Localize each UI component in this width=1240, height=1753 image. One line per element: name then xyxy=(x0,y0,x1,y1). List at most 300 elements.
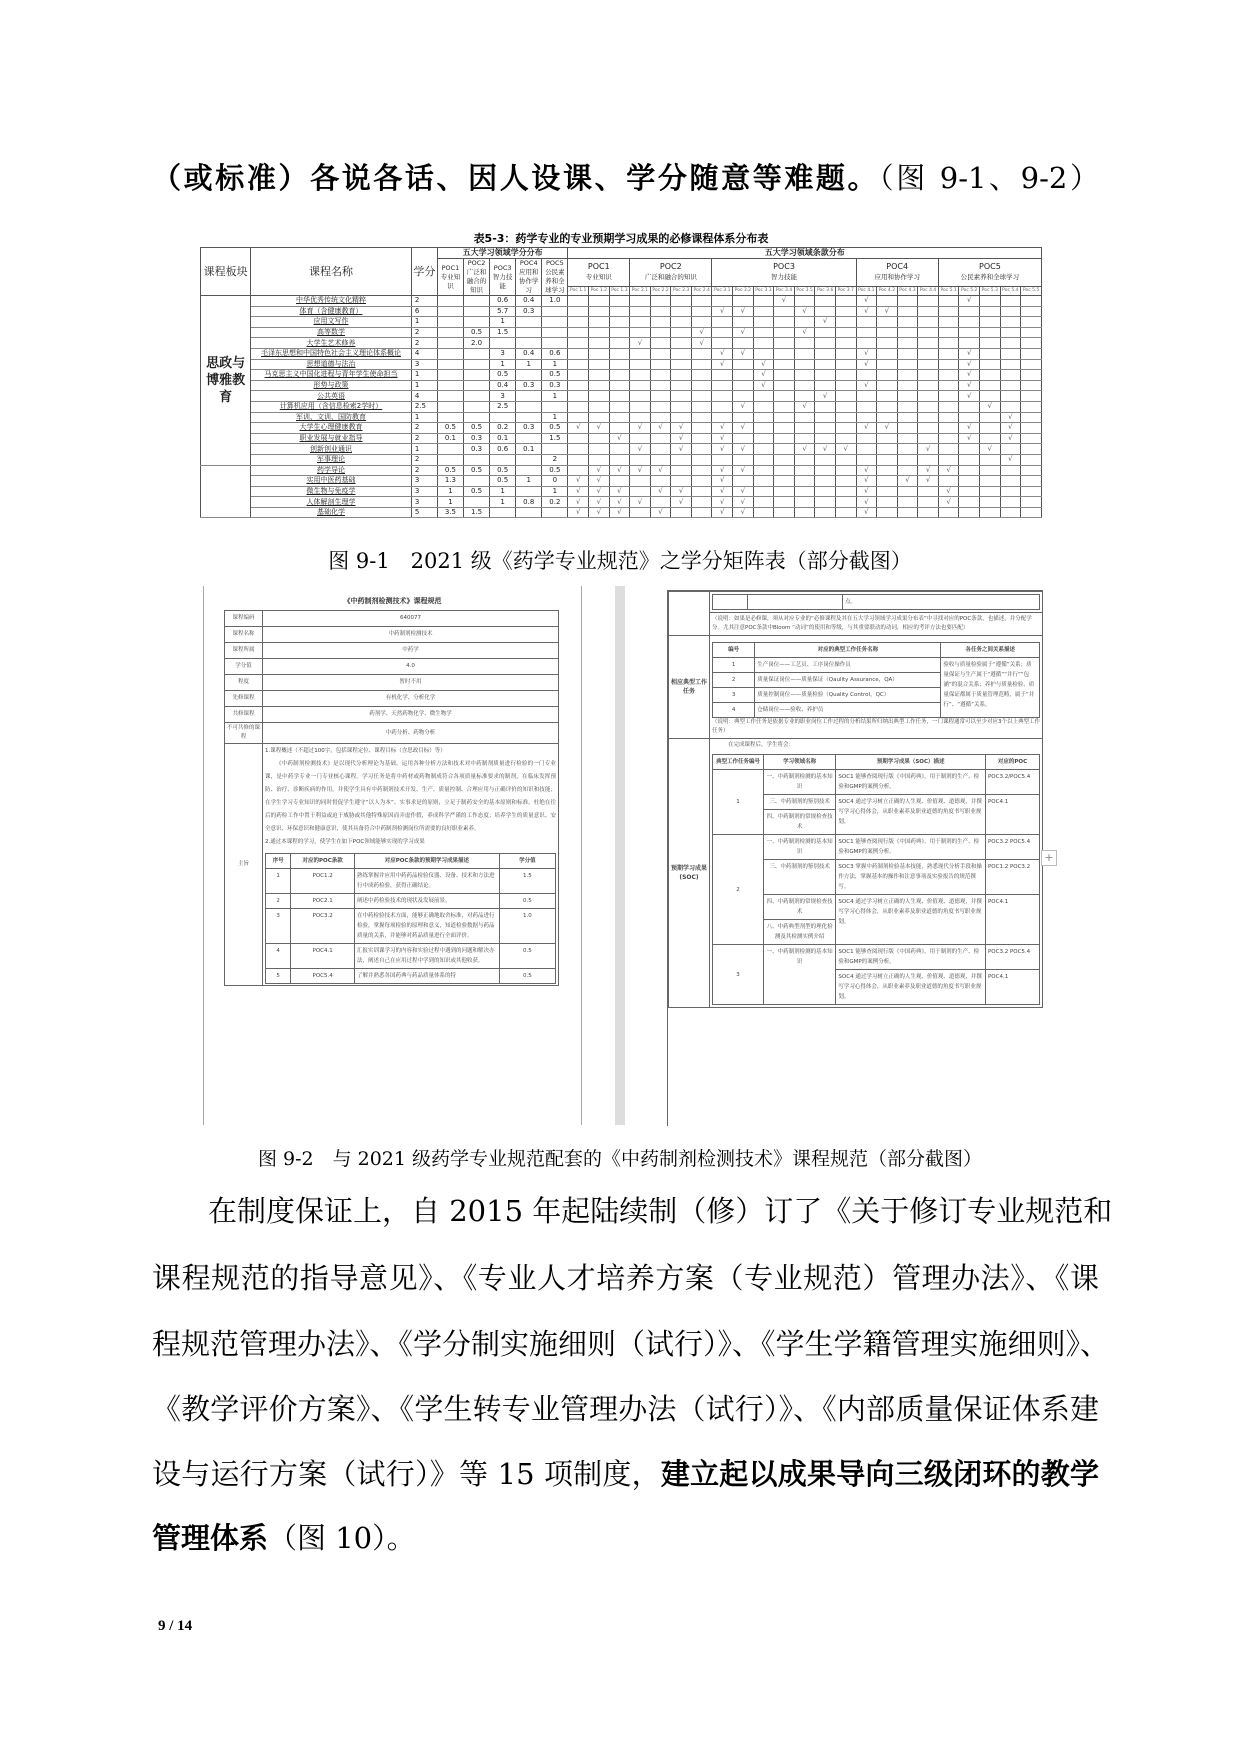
poc-check-cell xyxy=(959,401,980,412)
course-credit: 2 xyxy=(411,433,437,444)
header-poc-item: Poc 4.2 xyxy=(877,286,898,295)
poc-check-cell xyxy=(815,423,836,434)
poc-check-cell: √ xyxy=(938,465,959,476)
poc-check-cell xyxy=(815,486,836,497)
poc-check-cell xyxy=(753,348,774,359)
course-spec-title: 《中药制剂检测技术》课程规范 xyxy=(343,597,442,605)
poc-check-cell xyxy=(630,380,651,391)
poc-check-cell xyxy=(1000,486,1021,497)
course-name: 创新创业通识 xyxy=(251,444,412,455)
expand-icon[interactable]: + xyxy=(1041,850,1057,866)
poc-check-cell xyxy=(938,317,959,328)
poc-check-cell: √ xyxy=(671,423,692,434)
poc-check-cell xyxy=(856,444,877,455)
soc-header-row xyxy=(713,755,1040,770)
header-poc-item: Poc 3.1 xyxy=(712,286,733,295)
spec-key: 先修课程 xyxy=(225,691,263,707)
course-name: 军事理论 xyxy=(251,454,412,465)
poc-check-cell xyxy=(589,391,610,402)
soc-poc: POC4.1 xyxy=(985,970,1039,1005)
poc-check-cell xyxy=(568,338,589,349)
poc-check-cell xyxy=(630,486,651,497)
poc-check-cell xyxy=(671,507,692,518)
poc-check-cell xyxy=(1000,401,1021,412)
header-poc-item: Poc 3.2 xyxy=(733,286,754,295)
poc-check-cell xyxy=(918,391,939,402)
spec-row xyxy=(225,707,559,723)
poc-credit-cell: 3 xyxy=(490,391,516,402)
poc-check-cell xyxy=(589,433,610,444)
course-credit: 3 xyxy=(411,497,437,508)
poc-check-cell xyxy=(630,359,651,370)
poc-credit-cell xyxy=(542,338,568,349)
poc-check-cell xyxy=(1000,296,1021,307)
poc-check-cell xyxy=(609,359,630,370)
poc-check-cell: √ xyxy=(630,465,651,476)
poc-check-cell xyxy=(671,338,692,349)
poc-check-cell xyxy=(774,401,795,412)
poc-check-cell xyxy=(774,423,795,434)
poc-check-cell xyxy=(1021,401,1042,412)
course-name: 思想道德与法治 xyxy=(251,359,412,370)
poc-credit-cell xyxy=(437,380,463,391)
poc-check-cell xyxy=(733,433,754,444)
spec-row xyxy=(225,723,559,744)
soc-desc: SOC1 能够查阅现行版《中国药典》，用于制剂的生产、检验和GMP的案例分析。 xyxy=(836,835,986,860)
soc-desc: SOC4 通过学习树立正确的人生观、价值观、道德观，并撰写学习心得体会，从职业素养及职业道德的角度书写职业规划。 xyxy=(836,895,986,945)
poc-check-cell xyxy=(959,486,980,497)
poc-check-cell xyxy=(815,380,836,391)
paragraph-emphasis: 建立起以成果导向三级闭环的教学 xyxy=(660,1457,1099,1491)
poc-credit-cell xyxy=(437,296,463,307)
poc-check-cell xyxy=(1021,338,1042,349)
table-row xyxy=(201,423,1042,434)
poc-credit-cell: 0 xyxy=(542,476,568,487)
outcome-row xyxy=(266,969,556,984)
poc-check-cell xyxy=(980,423,1001,434)
poc-check-cell xyxy=(959,306,980,317)
course-credit: 6 xyxy=(411,306,437,317)
soc-desc: SOC1 能够查阅现行版《中国药典》，用于制剂的生产、检验和GMP的案例分析。 xyxy=(836,770,986,795)
poc-credit-cell: 0.5 xyxy=(542,370,568,381)
poc-credit-cell: 0.5 xyxy=(464,423,490,434)
poc-check-cell xyxy=(815,497,836,508)
header-poc-item: Poc 2.4 xyxy=(691,286,712,295)
header-poc-item: Poc 3.3 xyxy=(753,286,774,295)
poc-check-cell: √ xyxy=(959,359,980,370)
outcome-poc: POC2.1 xyxy=(291,894,355,909)
poc-check-cell: √ xyxy=(568,476,589,487)
poc-check-cell xyxy=(671,317,692,328)
poc-credit-cell: 0.3 xyxy=(516,380,542,391)
poc-check-cell xyxy=(774,507,795,518)
poc-check-cell xyxy=(980,370,1001,381)
poc-group-subtitle: 广泛和融合的知识 xyxy=(644,273,697,282)
outcome-credit: 1.0 xyxy=(499,909,555,944)
poc-check-cell xyxy=(630,412,651,423)
poc-check-cell xyxy=(980,454,1001,465)
poc-check-cell xyxy=(671,359,692,370)
poc-check-cell xyxy=(856,401,877,412)
poc-credit-cell xyxy=(437,348,463,359)
poc-check-cell xyxy=(774,317,795,328)
poc-credit-cell xyxy=(437,401,463,412)
poc-check-cell xyxy=(877,348,898,359)
poc-check-cell xyxy=(815,465,836,476)
soc-intro: 在完成课程后，学生将会： xyxy=(728,742,795,748)
poc-check-cell xyxy=(897,391,918,402)
poc-check-cell xyxy=(753,497,774,508)
poc-check-cell xyxy=(691,497,712,508)
poc-check-cell xyxy=(630,391,651,402)
poc-check-cell xyxy=(1000,507,1021,518)
task-row xyxy=(713,658,1040,673)
spec-row xyxy=(225,675,559,691)
poc-check-cell xyxy=(589,338,610,349)
poc-check-cell xyxy=(568,327,589,338)
poc-check-cell xyxy=(589,296,610,307)
soc-header: 学习领域名称 xyxy=(763,755,836,770)
table-row xyxy=(201,465,1042,476)
table-row xyxy=(201,497,1042,508)
note-tasks: （说明：典型工作任务是依据专业的职业岗位工作过程的分析结果所归纳出典型工作任务，一门课程通常可以至少对应3个以上典型工作任务） xyxy=(712,719,1041,734)
poc-check-cell: √ xyxy=(959,348,980,359)
paragraph-line-5-text: 设与运行方案（试行）》等 15 项制度， xyxy=(152,1457,661,1491)
figure-9-2-caption: 图 9-2 与 2021 级药学专业规范配套的《中药制剂检测技术》课程规范（部分截图） xyxy=(257,1148,983,1170)
poc-check-cell xyxy=(1000,444,1021,455)
poc-check-cell xyxy=(609,317,630,328)
poc-check-cell xyxy=(959,465,980,476)
poc-check-cell xyxy=(794,391,815,402)
course-credit: 3 xyxy=(411,476,437,487)
poc-check-cell xyxy=(835,370,856,381)
outcome-row xyxy=(266,894,556,909)
poc-credit-cell xyxy=(437,327,463,338)
poc-check-cell xyxy=(774,327,795,338)
poc-check-cell xyxy=(918,296,939,307)
spec-key: 课程编码 xyxy=(225,611,263,627)
header-poc-credit: POC4 应用和协作学习 xyxy=(516,259,542,296)
poc-check-cell xyxy=(897,423,918,434)
soc-header: 预期学习成果（SOC）描述 xyxy=(836,755,986,770)
poc-check-cell xyxy=(650,306,671,317)
poc-check-cell xyxy=(980,380,1001,391)
poc-credit-cell xyxy=(464,296,490,307)
table-row xyxy=(201,359,1042,370)
poc-check-cell xyxy=(959,412,980,423)
poc-check-cell xyxy=(630,327,651,338)
poc-check-cell xyxy=(980,348,1001,359)
poc-credit-cell: 1 xyxy=(542,359,568,370)
poc-check-cell xyxy=(835,465,856,476)
poc-credit-cell: 1 xyxy=(437,497,463,508)
poc-check-cell xyxy=(589,454,610,465)
header-row xyxy=(201,248,1042,259)
poc-check-cell xyxy=(980,327,1001,338)
poc-check-cell xyxy=(938,380,959,391)
poc-check-cell: √ xyxy=(856,380,877,391)
poc-check-cell: √ xyxy=(609,507,630,518)
poc-check-cell xyxy=(753,327,774,338)
header-clause-distribution: 五大学习领域条款分布 xyxy=(568,248,1042,259)
poc-check-cell xyxy=(918,486,939,497)
poc-check-cell xyxy=(877,444,898,455)
poc-check-cell xyxy=(589,348,610,359)
outcome-poc: POC4.1 xyxy=(291,944,355,969)
poc-check-cell xyxy=(774,306,795,317)
poc-check-cell xyxy=(712,454,733,465)
poc-check-cell: √ xyxy=(691,338,712,349)
poc-check-cell xyxy=(589,327,610,338)
figure-9-1-caption: 图 9-1 2021 级《药学专业规范》之学分矩阵表（部分截图） xyxy=(328,549,912,573)
course-spec-table xyxy=(224,610,559,986)
course-block-label: 思政与博雅教育 xyxy=(201,296,251,466)
paragraph-figure-ref: （图 10）。 xyxy=(268,1521,416,1555)
poc-check-cell xyxy=(691,348,712,359)
course-name: 计算机应用（含信息检索2学时） xyxy=(251,401,412,412)
poc-check-cell: √ xyxy=(897,476,918,487)
soc-row xyxy=(713,770,1040,795)
poc-check-cell xyxy=(835,348,856,359)
poc-check-cell xyxy=(815,507,836,518)
poc-credit-cell xyxy=(437,306,463,317)
task-no: 2 xyxy=(713,673,755,688)
poc-check-cell xyxy=(1021,370,1042,381)
poc-check-cell: √ xyxy=(856,497,877,508)
poc-check-cell: √ xyxy=(609,497,630,508)
poc-check-cell: √ xyxy=(794,306,815,317)
poc-check-cell xyxy=(877,380,898,391)
poc-check-cell xyxy=(856,370,877,381)
poc-check-cell xyxy=(794,497,815,508)
table-row xyxy=(201,380,1042,391)
poc-check-cell xyxy=(671,348,692,359)
poc-check-cell xyxy=(938,370,959,381)
poc-check-cell xyxy=(877,401,898,412)
poc-credit-cell xyxy=(516,327,542,338)
poc-check-cell xyxy=(835,317,856,328)
poc-credit-cell xyxy=(490,338,516,349)
poc-check-cell xyxy=(691,359,712,370)
outcome-header-row xyxy=(266,854,556,869)
poc-check-cell: √ xyxy=(980,401,1001,412)
poc-check-cell xyxy=(1000,391,1021,402)
poc-check-cell: √ xyxy=(589,465,610,476)
poc-check-cell xyxy=(753,423,774,434)
poc-group-subtitle: 公民素养和全球学习 xyxy=(960,273,1020,282)
course-name: 基础化学 xyxy=(251,507,412,518)
poc-check-cell xyxy=(650,359,671,370)
poc-credit-cell xyxy=(464,317,490,328)
poc-check-cell xyxy=(835,507,856,518)
poc-check-cell xyxy=(774,338,795,349)
poc-check-cell xyxy=(609,370,630,381)
poc-check-cell xyxy=(918,317,939,328)
poc-check-cell: √ xyxy=(589,423,610,434)
poc-check-cell xyxy=(897,401,918,412)
poc-check-cell: √ xyxy=(1000,412,1021,423)
poc-check-cell xyxy=(650,401,671,412)
poc-check-cell: √ xyxy=(609,486,630,497)
poc-check-cell xyxy=(1021,391,1042,402)
poc-check-cell xyxy=(774,380,795,391)
poc-credit-cell: 0.3 xyxy=(542,380,568,391)
poc-check-cell xyxy=(609,296,630,307)
poc-check-cell xyxy=(877,359,898,370)
course-credit: 2 xyxy=(411,454,437,465)
poc-check-cell xyxy=(609,476,630,487)
poc-group-subtitle: 专业知识 xyxy=(585,273,612,282)
poc-check-cell xyxy=(1021,296,1042,307)
poc-check-cell: √ xyxy=(877,306,898,317)
poc-check-cell: √ xyxy=(815,317,836,328)
outcome-row xyxy=(266,869,556,894)
task-header-row xyxy=(713,643,1040,658)
poc-check-cell: √ xyxy=(877,423,898,434)
spec-key-purpose: 主旨 xyxy=(225,744,263,986)
poc-credit-cell: 2 xyxy=(542,454,568,465)
course-credit: 2 xyxy=(411,296,437,307)
poc-check-cell xyxy=(630,296,651,307)
poc-group-label: POC3 xyxy=(773,262,795,272)
poc-check-cell xyxy=(630,370,651,381)
header-course-name: 课程名称 xyxy=(251,248,412,296)
poc-check-cell xyxy=(794,423,815,434)
poc-check-cell xyxy=(589,306,610,317)
poc-credit-cell: 0.5 xyxy=(437,423,463,434)
poc-credit-cell: 1 xyxy=(516,359,542,370)
course-name: 形势与政策 xyxy=(251,380,412,391)
poc-check-cell: √ xyxy=(630,423,651,434)
poc-check-cell xyxy=(650,348,671,359)
poc-check-cell xyxy=(753,476,774,487)
poc-check-cell xyxy=(589,444,610,455)
poc-credit-cell xyxy=(516,465,542,476)
header-poc-group xyxy=(568,259,630,287)
course-spec-continued-screenshot xyxy=(667,590,1043,1126)
outcome-credit: 0.5 xyxy=(499,944,555,969)
overview-text: 《中药制剂检测技术》是以现代分析理论为基础，运用各种分析方法和技术对中药制剂质量进行检验的一门专业课，是中药学专业一门专业核心课程。学习任务是将中药材或药物制成符合各项质量标准要求的制剂，在临床发挥预防、治疗、诊断疾病的作用，并使学生具有中药制剂技术开发、生产、质量控制、合理应用与正确评价的知识和技能；在学生学习专业知识的同时督促学生遵守“以人为本”、实事求是的原则，立足于制药安全的基本原则和标准，杜绝在往后的药检工作中置于利益或迫于威胁或其他特殊原因而弄虚作假，养成科学严谨的工作态度；培养学生的质量意识、安全意识、环保意识和健康意识，使其具备符合中药制剂检测岗位所需要的良好职业素养。 xyxy=(265,761,556,832)
poc-check-cell xyxy=(733,370,754,381)
task-no: 4 xyxy=(713,703,755,718)
table-row xyxy=(201,412,1042,423)
poc-credit-cell xyxy=(516,338,542,349)
poc-check-cell xyxy=(835,423,856,434)
poc-check-cell: √ xyxy=(856,486,877,497)
poc-check-cell: √ xyxy=(1000,433,1021,444)
poc-check-cell xyxy=(733,359,754,370)
poc-check-cell xyxy=(959,317,980,328)
soc-task-no: 2 xyxy=(713,835,764,945)
poc-check-cell: √ xyxy=(815,391,836,402)
poc-credit-cell xyxy=(437,444,463,455)
task-name: 生产岗位——工艺员、工序岗位操作员 xyxy=(755,658,941,673)
poc-check-cell xyxy=(568,359,589,370)
table-row xyxy=(201,401,1042,412)
poc-check-cell xyxy=(650,391,671,402)
poc-check-cell xyxy=(835,433,856,444)
poc-check-cell xyxy=(589,370,610,381)
course-credit: 5 xyxy=(411,507,437,518)
course-credit: 2 xyxy=(411,423,437,434)
poc-check-cell xyxy=(980,359,1001,370)
poc-credit-cell: 0.5 xyxy=(464,465,490,476)
poc-group-subtitle: 智力技能 xyxy=(771,273,797,282)
poc-credit-cell xyxy=(542,507,568,518)
poc-check-cell xyxy=(691,391,712,402)
poc-check-cell: √ xyxy=(959,391,980,402)
soc-area: 一、中药制剂检测的基本知识 xyxy=(763,770,836,795)
soc-task-no: 3 xyxy=(713,945,764,1005)
poc-check-cell xyxy=(753,317,774,328)
poc-check-cell xyxy=(630,476,651,487)
table-row xyxy=(201,476,1042,487)
poc-check-cell xyxy=(897,444,918,455)
spec-value: 暂时不用 xyxy=(263,675,559,691)
poc-check-cell xyxy=(691,401,712,412)
poc-credit-cell: 1 xyxy=(490,497,516,508)
poc-check-cell xyxy=(835,296,856,307)
outcome-row xyxy=(266,909,556,944)
poc-check-cell xyxy=(815,348,836,359)
course-name: 大学生心理健康教育 xyxy=(251,423,412,434)
poc-credit-cell xyxy=(542,401,568,412)
poc-check-cell xyxy=(815,454,836,465)
soc-poc: POC3.2 POC5.4 xyxy=(985,835,1039,860)
poc-check-cell xyxy=(1000,380,1021,391)
poc-check-cell xyxy=(774,454,795,465)
course-name: 药学导论 xyxy=(251,465,412,476)
poc-credit-cell: 0.3 xyxy=(464,444,490,455)
intro-line xyxy=(152,160,1099,196)
poc-check-cell xyxy=(630,306,651,317)
poc-credit-cell xyxy=(464,370,490,381)
header-poc-item: Poc 5.2 xyxy=(959,286,980,295)
table-row xyxy=(201,296,1042,307)
poc-check-cell xyxy=(835,412,856,423)
soc-area: 八、中药典型剂型的理化检测及其检测实例介绍 xyxy=(763,920,836,945)
poc-check-cell xyxy=(609,327,630,338)
poc-credit-cell xyxy=(490,507,516,518)
poc-check-cell xyxy=(959,476,980,487)
outcome-no: 4 xyxy=(266,944,291,969)
poc-check-cell xyxy=(918,359,939,370)
header-credit: 学分 xyxy=(411,248,437,296)
poc-check-cell xyxy=(733,380,754,391)
poc-check-cell xyxy=(980,465,1001,476)
poc-check-cell: √ xyxy=(959,296,980,307)
poc-check-cell xyxy=(1000,327,1021,338)
poc-check-cell xyxy=(815,338,836,349)
poc-credit-cell xyxy=(490,412,516,423)
poc-check-cell xyxy=(753,296,774,307)
course-block-label xyxy=(201,465,251,518)
poc-check-cell xyxy=(774,391,795,402)
soc-desc: SOC3 掌握中药制剂检验基本技能，熟悉现代分析手段和操作方法，掌握基本的操作和注意事项及实验报告的规范撰写。 xyxy=(836,860,986,895)
poc-check-cell xyxy=(918,401,939,412)
poc-check-cell xyxy=(938,476,959,487)
poc-check-cell xyxy=(1021,476,1042,487)
poc-check-cell xyxy=(897,486,918,497)
poc-check-cell xyxy=(609,423,630,434)
poc-credit-cell xyxy=(437,359,463,370)
poc-check-cell xyxy=(918,380,939,391)
poc-check-cell xyxy=(835,306,856,317)
poc-credit-cell xyxy=(516,412,542,423)
poc-check-cell xyxy=(650,476,671,487)
poc-check-cell xyxy=(856,412,877,423)
poc-check-cell xyxy=(877,507,898,518)
